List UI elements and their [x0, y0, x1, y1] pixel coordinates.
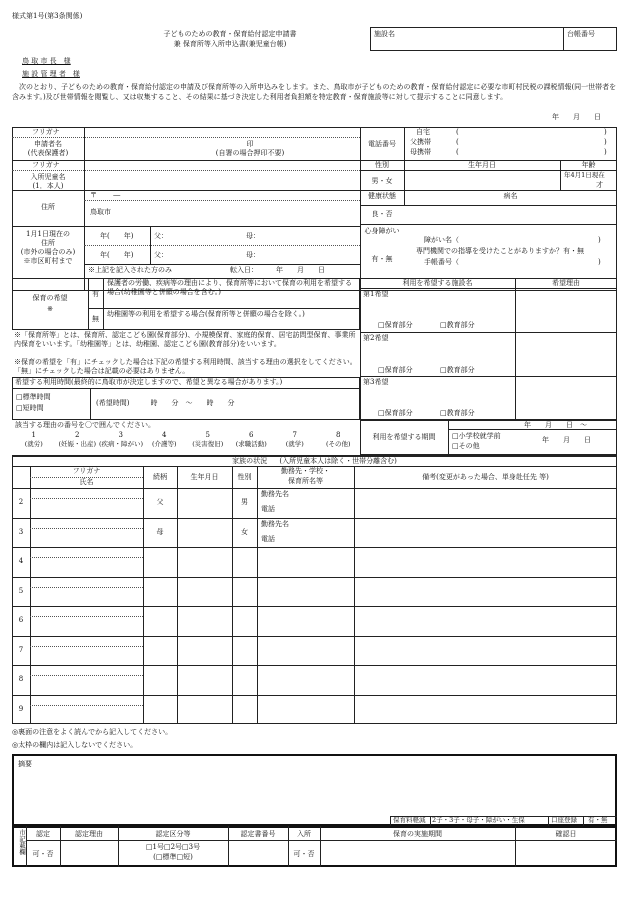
disability-name-label: 障がい名（ — [424, 236, 459, 244]
family-col-work1: 勤務先・学校・ — [281, 467, 330, 475]
jan1-address-label4: ※市区町村まで — [23, 257, 73, 265]
child-name-label: 入所児童名 — [30, 173, 66, 181]
desired-reason-header: 希望理由 — [552, 279, 580, 287]
choice-3: 第3希望 — [363, 378, 389, 386]
nursery-wish-label: 保育の希望 — [32, 294, 68, 302]
disability-options[interactable]: 有・無 — [371, 255, 393, 263]
applicant-name-label: 申請者名 — [34, 140, 62, 148]
period-start[interactable]: 年 月 日 ～ — [524, 421, 587, 429]
city-label: 鳥取市 — [90, 208, 111, 216]
cert-class-header: 認定区分等 — [155, 830, 191, 838]
facility-notes: ※「保育所等」とは、保育所、認定こども園(保育部分)、小規模保育、家庭的保育、居宅訪問型保育、事業所内保育をいいます。「幼稚園等」とは、幼稚園、認定こども園(教育部分)をいいます。 — [14, 331, 356, 349]
health-options[interactable]: 良・否 — [371, 210, 393, 218]
dob-label: 生年月日 — [468, 161, 496, 169]
family-col-dob: 生年月日 — [190, 473, 219, 481]
wish-no-option[interactable]: 無 — [92, 315, 99, 323]
family-row-7-number: 7 — [18, 645, 24, 654]
cert-reason-header: 認定理由 — [75, 830, 103, 838]
account-options[interactable]: 有・無 — [588, 816, 608, 824]
family-row-2-number: 2 — [18, 498, 24, 506]
usage-time-header: 希望する利用時間(最終的に鳥取市が決定しますので、希望と異なる場合があります。) — [15, 378, 283, 386]
account-label: 口座登録 — [551, 816, 577, 824]
implementation-period-header: 保育の実施期間 — [393, 830, 442, 838]
child-name-note: (1．本人) — [32, 182, 64, 190]
addressee-mayor: 鳥 取 市 長 様 — [22, 57, 71, 65]
addressee-facility: 施 設 管 理 者 様 — [22, 70, 80, 78]
relocation-note: ※上記を記入された方のみ — [88, 266, 172, 274]
reason-1-label: (就労) — [24, 440, 43, 448]
phone-home-label: 自宅 — [416, 128, 430, 136]
family-header-title: 家族の状況 — [232, 457, 268, 465]
phone-label: 電話番号 — [368, 140, 396, 148]
family-col-name: 氏名 — [79, 478, 94, 486]
family-row-5-number: 5 — [18, 586, 24, 595]
reason-1-number[interactable]: 1 — [31, 431, 36, 439]
wish-yes-text: 保護者の労働、疾病等の理由により、保育所等において保育の利用を希望する場合(幼稚園等と併願の場合を含む。) — [107, 279, 352, 297]
reason-6-label: (求職活動) — [235, 440, 267, 448]
family-col-work2: 保育所名等 — [288, 477, 323, 485]
family-table — [12, 456, 617, 724]
illness-label: 病名 — [503, 192, 518, 200]
admission-header: 入所 — [297, 830, 311, 838]
reason-4-number[interactable]: 4 — [162, 431, 167, 439]
reason-8-label: (その他) — [325, 440, 351, 448]
cert-number-header: 認定書番号 — [240, 830, 276, 838]
family-row-3-relation: 母 — [156, 527, 164, 536]
cert-header: 認定 — [36, 830, 50, 838]
form-number: 様式第1号(第3条関係) — [12, 12, 83, 20]
jan1-address-label2: 住所 — [41, 239, 55, 247]
reason-2-number[interactable]: 2 — [75, 431, 80, 439]
family-row-9-number: 9 — [18, 704, 24, 713]
confirm-date-header: 確認日 — [555, 830, 577, 838]
family-row-3-number: 3 — [18, 527, 24, 536]
reason-list — [12, 431, 360, 455]
application-date[interactable]: 年 月 日 — [552, 113, 601, 121]
intro-text: 次のとおり、子どものための教育・保育給付認定の申請及び保育所等の入所申込みをします。また、鳥取市が子どものための教育・保育給付認定に必要な市町村民税の課税情報(同一世帯者を含みます。)及び世帯情報を閲覧し、又は収集すること、その結果に基づき決定した利用者負担額を特定教育・保育施設等に対して提示することに同意します。 — [12, 83, 617, 102]
reason-4-label: (介護等) — [151, 440, 177, 448]
form-title-line2: 兼 保育所等入所申込書(兼児童台帳) — [173, 40, 287, 48]
reason-7-label: (就学) — [285, 440, 304, 448]
family-header — [12, 457, 617, 465]
period-end[interactable]: 年 月 日 — [542, 436, 591, 444]
reason-3-number[interactable]: 3 — [118, 431, 123, 439]
city-box-label: 市記載欄 — [18, 829, 26, 855]
family-row-3-sex: 女 — [241, 527, 248, 536]
jan1-father: 父： — [154, 232, 168, 240]
family-row-6-number: 6 — [18, 616, 24, 624]
health-label: 健康状態 — [368, 192, 396, 200]
facility-notes-2: ※保育の希望を「有」にチェックした場合は下記の希望する利用時間、該当する理由の選択をしてください。「無」にチェックした場合は記載の必要はありません。 — [14, 358, 357, 376]
disability-label: 心身障がい — [364, 227, 400, 235]
age-unit: 才 — [596, 181, 603, 189]
reason-2-label: (妊娠・出産) — [58, 440, 97, 448]
family-row-2-relation: 父 — [156, 498, 164, 506]
choice-1: 第1希望 — [363, 290, 389, 298]
other-option[interactable]: □その他 — [452, 442, 480, 450]
family-row-3-tel: 電話 — [261, 534, 275, 543]
phone-mother-label: 母携帯 — [410, 148, 431, 156]
back-note: ◎裏面の注意をよく読んでから記入してください。 — [12, 728, 173, 736]
moved-in-label: 転入日： — [230, 266, 258, 274]
facility-name-label: 施設名 — [374, 30, 395, 38]
reason-header: 該当する理由の番号を〇で囲んでください。 — [15, 421, 155, 429]
family-row-2-work: 勤務先名 — [261, 490, 289, 498]
fee-reduction-label: 保育料軽減 — [393, 816, 426, 824]
child-sex-options[interactable]: 男・女 — [371, 177, 393, 185]
wish-yes-option[interactable]: 有 — [92, 290, 99, 298]
reason-6-number[interactable]: 6 — [249, 431, 254, 439]
wish-no-text: 幼稚園等の利用を希望する場合(保育所等と併願の場合を除く。) — [107, 310, 305, 318]
phone-father-label: 父携帯 — [410, 138, 431, 146]
jan1-mother: 母： — [246, 232, 260, 240]
postal-mark[interactable]: 〒 ― — [90, 191, 121, 199]
form-title-line1: 子どものための教育・保育給付認定申請書 — [163, 30, 297, 38]
family-col-relation: 続柄 — [153, 473, 167, 481]
furigana-label: フリガナ — [32, 128, 60, 136]
admission-approve-options[interactable]: 可・否 — [293, 850, 315, 858]
family-col-notes: 備考(変更があった場合、単身赴任先 等) — [422, 473, 549, 481]
reason-5-number[interactable]: 5 — [205, 431, 210, 439]
standard-time-option[interactable]: □標準時間 — [16, 393, 51, 401]
age-label: 年齢 — [581, 161, 596, 169]
summary-label: 摘要 — [18, 760, 32, 768]
family-row-2-sex: 男 — [241, 498, 248, 506]
desired-facility-header: 利用を希望する施設名 — [402, 279, 473, 287]
thick-border-note: ◎太枠の欄内は記入しないでください。 — [12, 741, 138, 749]
jan1-address-label1: 1月1日現在の — [26, 230, 70, 238]
desired-facilities-table — [360, 278, 617, 420]
cert-approve-options[interactable]: 可・否 — [32, 850, 54, 858]
address-label: 住所 — [41, 203, 55, 211]
reason-5-label: (災害復旧) — [192, 440, 224, 448]
guardian-label: (代表保護者) — [27, 149, 69, 157]
family-row-8-number: 8 — [18, 675, 24, 683]
specialist-question: 専門機関での指導を受けたことがありますか？有・無 — [416, 247, 584, 255]
handbook-number-label: 手帳番号（ — [424, 258, 459, 266]
seal-note: (自署の場合押印不要) — [215, 149, 285, 157]
cert-class-sub[interactable]: (□標準□短) — [153, 853, 193, 861]
reason-3-label: (疾病・障がい) — [99, 440, 144, 448]
fee-reduction-options[interactable]: 2子・3子・母子・障がい・生保 — [432, 816, 525, 824]
desired-time[interactable]: (希望時間) 時 分 ～ 時 分 — [96, 399, 235, 407]
family-col-sex: 性別 — [237, 473, 252, 481]
family-header-note: (入所児童本人は除く・世帯分離含む) — [279, 457, 397, 465]
cert-class-options[interactable]: □1号□2号□3号 — [145, 843, 201, 851]
seal-mark: 印 — [246, 140, 254, 148]
family-row-4-number: 4 — [18, 557, 24, 565]
reason-7-number[interactable]: 7 — [292, 431, 297, 439]
short-time-option[interactable]: □短時間 — [16, 404, 44, 412]
age-note: 年4月1日現在 — [564, 171, 605, 179]
jan1-address-label3: (市外の場合のみ) — [20, 248, 76, 256]
family-row-2-tel: 電話 — [261, 505, 275, 513]
ledger-number-label: 台帳番号 — [567, 30, 595, 38]
period-label: 利用を希望する期間 — [372, 433, 436, 441]
family-row-3-work: 勤務先名 — [261, 519, 289, 528]
reason-8-number[interactable]: 8 — [336, 431, 341, 439]
choice-2: 第2希望 — [363, 334, 389, 342]
sex-label: 性別 — [375, 161, 389, 169]
elementary-option[interactable]: □小学校就学前 — [452, 432, 501, 440]
